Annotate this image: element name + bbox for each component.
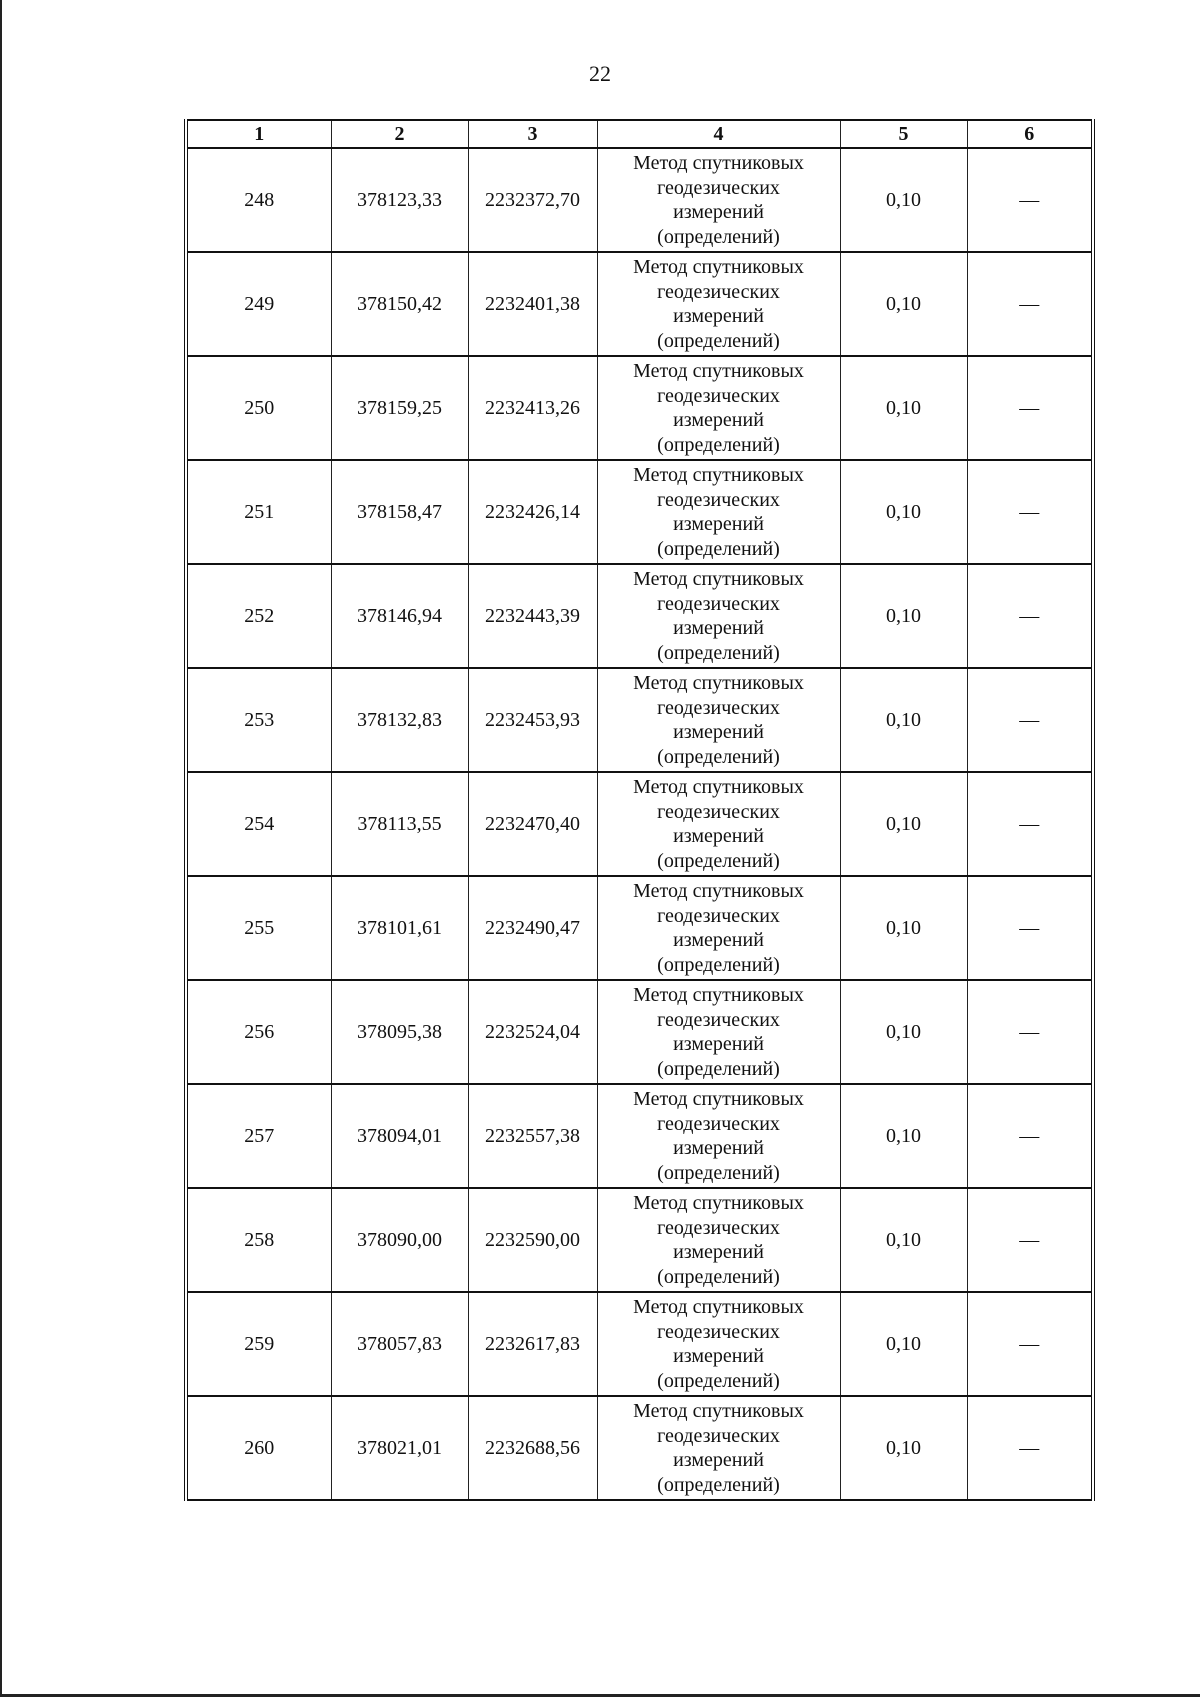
- table-body: [186, 148, 1093, 1500]
- coordinate-y-cell: 2232372,70: [468, 148, 597, 252]
- method-cell: Метод спутниковых геодезических измерений (определений): [597, 1188, 840, 1292]
- coordinate-x-cell: 378158,47: [331, 460, 468, 564]
- coordinate-x-cell: 378101,61: [331, 876, 468, 980]
- coordinate-x-cell: 378057,83: [331, 1292, 468, 1396]
- coordinate-x-cell: 378159,25: [331, 356, 468, 460]
- table-row: [186, 1396, 1093, 1500]
- coordinate-x-cell: 378094,01: [331, 1084, 468, 1188]
- note-cell: —: [967, 772, 1093, 876]
- header-col-1: 1: [186, 120, 331, 148]
- note-cell: —: [967, 356, 1093, 460]
- note-cell: —: [967, 668, 1093, 772]
- accuracy-cell: 0,10: [840, 980, 967, 1084]
- note-cell: —: [967, 148, 1093, 252]
- note-cell: —: [967, 1084, 1093, 1188]
- coordinate-y-cell: 2232453,93: [468, 668, 597, 772]
- point-number-cell: 256: [186, 980, 331, 1084]
- table-row: [186, 980, 1093, 1084]
- coordinate-y-cell: 2232524,04: [468, 980, 597, 1084]
- point-number-cell: 252: [186, 564, 331, 668]
- coordinate-y-cell: 2232413,26: [468, 356, 597, 460]
- note-cell: —: [967, 876, 1093, 980]
- table-row: [186, 772, 1093, 876]
- method-cell: Метод спутниковых геодезических измерений (определений): [597, 148, 840, 252]
- coordinate-y-cell: 2232443,39: [468, 564, 597, 668]
- accuracy-cell: 0,10: [840, 668, 967, 772]
- table-row: [186, 460, 1093, 564]
- accuracy-cell: 0,10: [840, 356, 967, 460]
- table-row: [186, 668, 1093, 772]
- coordinate-y-cell: 2232426,14: [468, 460, 597, 564]
- table-row: [186, 1188, 1093, 1292]
- accuracy-cell: 0,10: [840, 148, 967, 252]
- table-header-row: [186, 120, 1093, 148]
- method-cell: Метод спутниковых геодезических измерений (определений): [597, 564, 840, 668]
- note-cell: —: [967, 564, 1093, 668]
- method-cell: Метод спутниковых геодезических измерений (определений): [597, 1292, 840, 1396]
- coordinate-y-cell: 2232401,38: [468, 252, 597, 356]
- coordinate-x-cell: 378150,42: [331, 252, 468, 356]
- method-cell: Метод спутниковых геодезических измерений (определений): [597, 252, 840, 356]
- method-cell: Метод спутниковых геодезических измерений (определений): [597, 876, 840, 980]
- coordinate-x-cell: 378090,00: [331, 1188, 468, 1292]
- accuracy-cell: 0,10: [840, 1084, 967, 1188]
- header-col-6: 6: [967, 120, 1093, 148]
- coordinate-x-cell: 378123,33: [331, 148, 468, 252]
- header-col-2: 2: [331, 120, 468, 148]
- accuracy-cell: 0,10: [840, 1188, 967, 1292]
- coordinate-y-cell: 2232470,40: [468, 772, 597, 876]
- method-cell: Метод спутниковых геодезических измерений (определений): [597, 668, 840, 772]
- method-cell: Метод спутниковых геодезических измерений (определений): [597, 1396, 840, 1500]
- method-cell: Метод спутниковых геодезических измерений (определений): [597, 1084, 840, 1188]
- point-number-cell: 250: [186, 356, 331, 460]
- note-cell: —: [967, 252, 1093, 356]
- table-row: [186, 148, 1093, 252]
- coordinate-y-cell: 2232617,83: [468, 1292, 597, 1396]
- point-number-cell: 249: [186, 252, 331, 356]
- coordinate-y-cell: 2232490,47: [468, 876, 597, 980]
- coordinates-table: [184, 119, 1095, 1501]
- method-cell: Метод спутниковых геодезических измерений (определений): [597, 772, 840, 876]
- coordinate-y-cell: 2232688,56: [468, 1396, 597, 1500]
- accuracy-cell: 0,10: [840, 1292, 967, 1396]
- point-number-cell: 258: [186, 1188, 331, 1292]
- note-cell: —: [967, 980, 1093, 1084]
- accuracy-cell: 0,10: [840, 252, 967, 356]
- coordinate-x-cell: 378113,55: [331, 772, 468, 876]
- coordinate-x-cell: 378095,38: [331, 980, 468, 1084]
- coordinate-y-cell: 2232590,00: [468, 1188, 597, 1292]
- accuracy-cell: 0,10: [840, 460, 967, 564]
- point-number-cell: 253: [186, 668, 331, 772]
- table-row: [186, 1292, 1093, 1396]
- coordinate-y-cell: 2232557,38: [468, 1084, 597, 1188]
- point-number-cell: 260: [186, 1396, 331, 1500]
- point-number-cell: 248: [186, 148, 331, 252]
- note-cell: —: [967, 460, 1093, 564]
- note-cell: —: [967, 1292, 1093, 1396]
- note-cell: —: [967, 1396, 1093, 1500]
- accuracy-cell: 0,10: [840, 564, 967, 668]
- coordinate-x-cell: 378132,83: [331, 668, 468, 772]
- table-row: [186, 356, 1093, 460]
- method-cell: Метод спутниковых геодезических измерений (определений): [597, 980, 840, 1084]
- page-number: 22: [589, 61, 611, 86]
- accuracy-cell: 0,10: [840, 1396, 967, 1500]
- table-row: [186, 876, 1093, 980]
- accuracy-cell: 0,10: [840, 876, 967, 980]
- note-cell: —: [967, 1188, 1093, 1292]
- coordinate-x-cell: 378021,01: [331, 1396, 468, 1500]
- scan-left-edge: [0, 0, 2, 1697]
- point-number-cell: 254: [186, 772, 331, 876]
- method-cell: Метод спутниковых геодезических измерений (определений): [597, 356, 840, 460]
- point-number-cell: 251: [186, 460, 331, 564]
- table-row: [186, 252, 1093, 356]
- point-number-cell: 259: [186, 1292, 331, 1396]
- table-row: [186, 1084, 1093, 1188]
- header-col-3: 3: [468, 120, 597, 148]
- header-col-5: 5: [840, 120, 967, 148]
- table-row: [186, 564, 1093, 668]
- method-cell: Метод спутниковых геодезических измерений (определений): [597, 460, 840, 564]
- header-col-4: 4: [597, 120, 840, 148]
- point-number-cell: 257: [186, 1084, 331, 1188]
- coordinate-x-cell: 378146,94: [331, 564, 468, 668]
- point-number-cell: 255: [186, 876, 331, 980]
- accuracy-cell: 0,10: [840, 772, 967, 876]
